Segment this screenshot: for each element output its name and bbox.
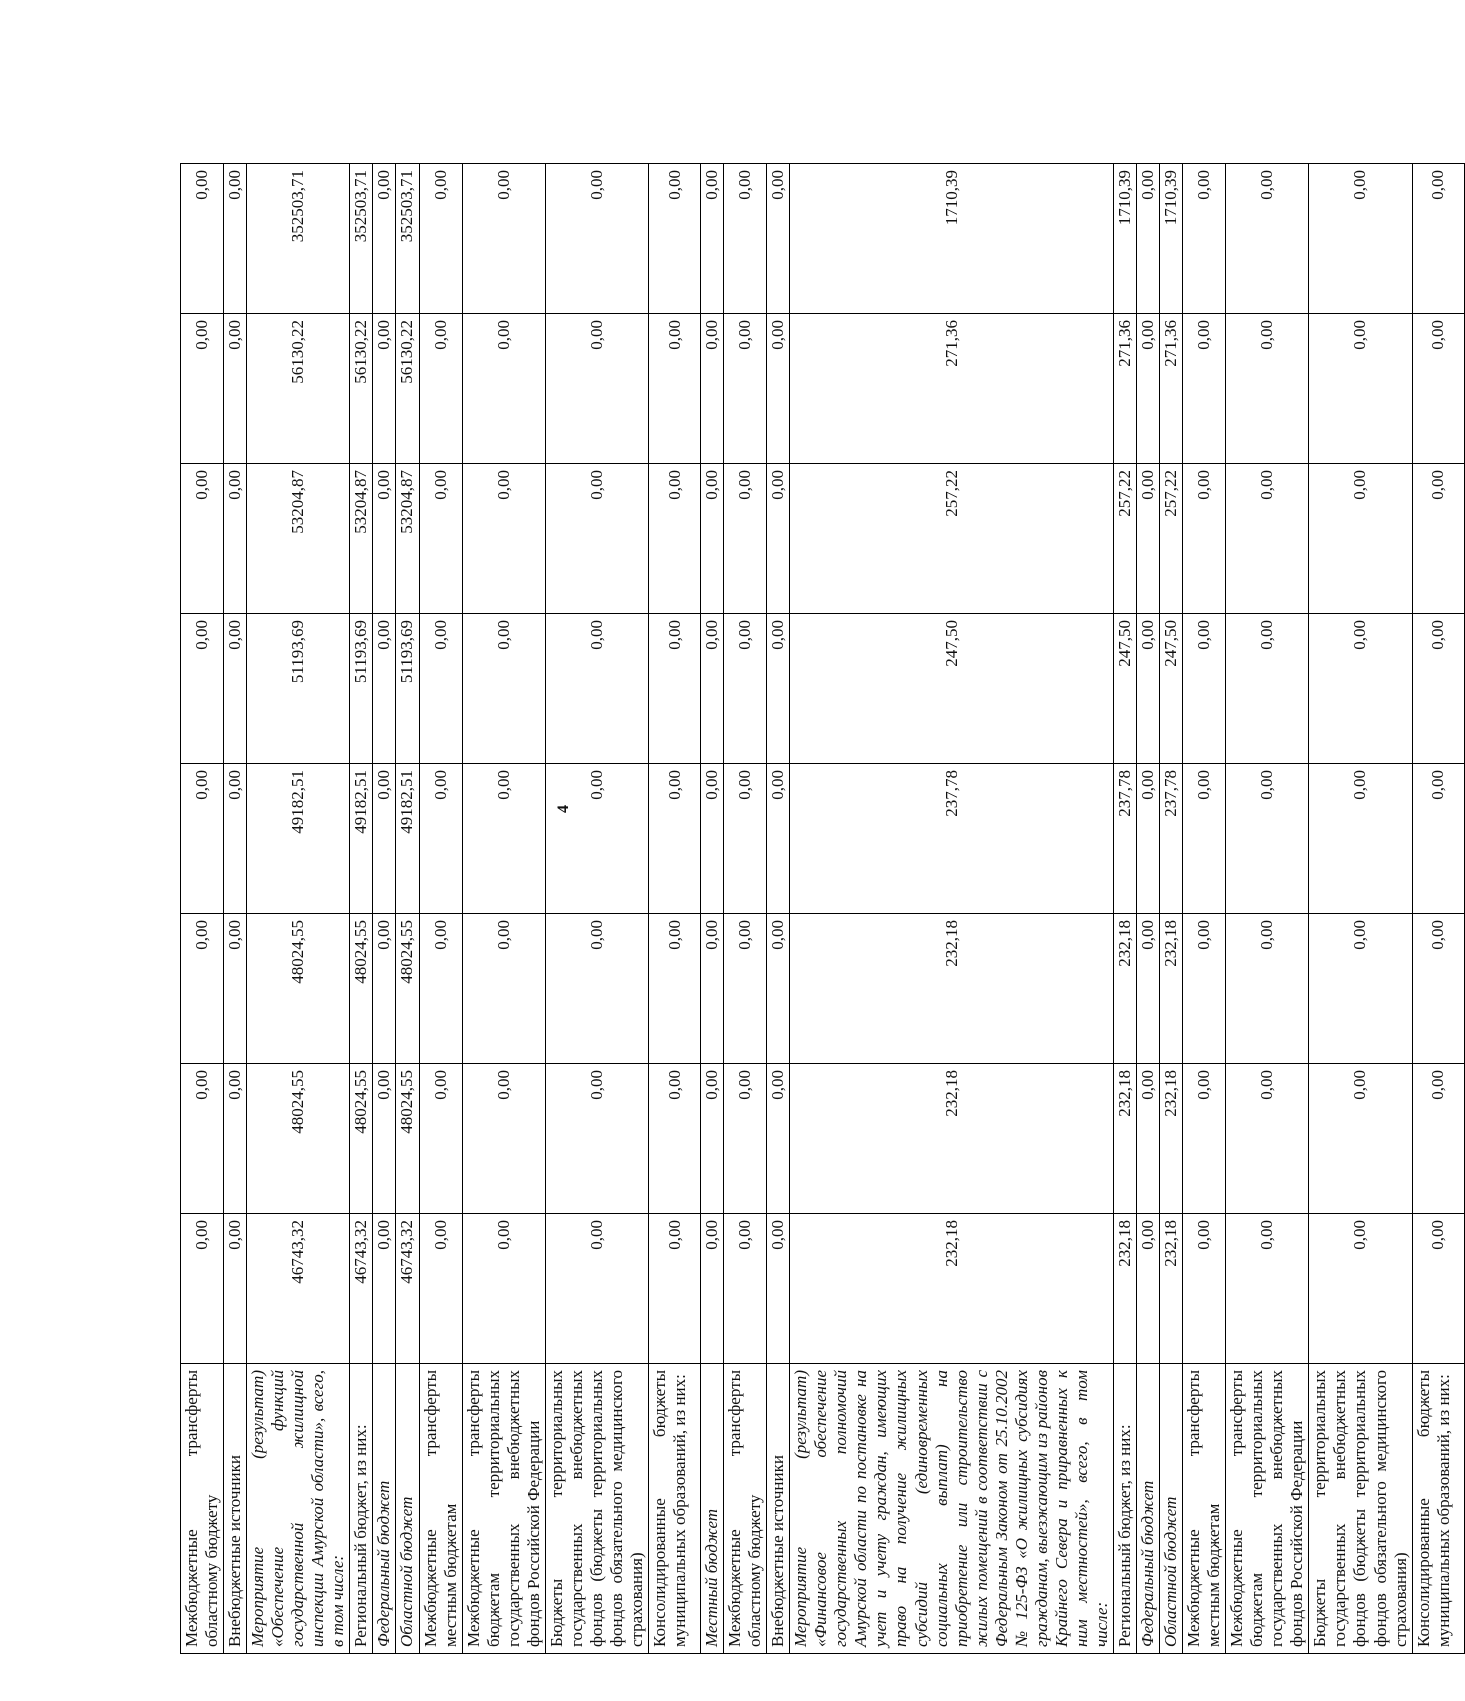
value-cell: 0,00 xyxy=(1183,1064,1226,1214)
value-cell: 0,00 xyxy=(224,614,247,764)
value-cell: 56130,22 xyxy=(350,314,373,464)
value-cell: 0,00 xyxy=(545,464,648,614)
value-cell: 0,00 xyxy=(373,164,396,314)
row-label: Федеральный бюджет xyxy=(373,1364,396,1654)
value-cell: 0,00 xyxy=(701,1214,724,1364)
value-cell: 0,00 xyxy=(181,1064,224,1214)
value-cell: 0,00 xyxy=(724,764,767,914)
table-row xyxy=(724,164,767,1654)
value-cell: 0,00 xyxy=(767,164,790,314)
row-label: Консолидированные бюджеты муниципальных образований, из них: xyxy=(1412,1364,1464,1654)
value-cell: 0,00 xyxy=(767,464,790,614)
value-cell: 0,00 xyxy=(181,764,224,914)
row-label: Региональный бюджет, из них: xyxy=(350,1364,373,1654)
table-row xyxy=(247,164,350,1654)
table-row xyxy=(1183,164,1226,1654)
value-cell: 0,00 xyxy=(1226,914,1309,1064)
value-cell: 0,00 xyxy=(767,614,790,764)
value-cell: 0,00 xyxy=(419,764,462,914)
value-cell: 48024,55 xyxy=(247,914,350,1064)
value-cell: 0,00 xyxy=(419,614,462,764)
value-cell: 0,00 xyxy=(724,314,767,464)
value-cell: 0,00 xyxy=(373,314,396,464)
value-cell: 0,00 xyxy=(181,914,224,1064)
table-row xyxy=(1226,164,1309,1654)
value-cell: 0,00 xyxy=(649,764,701,914)
value-cell: 48024,55 xyxy=(396,914,419,1064)
value-cell: 352503,71 xyxy=(396,164,419,314)
value-cell: 0,00 xyxy=(724,464,767,614)
value-cell: 0,00 xyxy=(419,914,462,1064)
value-cell: 0,00 xyxy=(419,1214,462,1364)
value-cell: 0,00 xyxy=(1412,914,1464,1064)
value-cell: 0,00 xyxy=(1226,764,1309,914)
value-cell: 0,00 xyxy=(373,464,396,614)
value-cell: 0,00 xyxy=(649,1214,701,1364)
value-cell: 0,00 xyxy=(1309,614,1412,764)
value-cell: 247,50 xyxy=(1113,614,1136,764)
row-label: Межбюджетные трансферты областному бюджету xyxy=(181,1364,224,1654)
value-cell: 271,36 xyxy=(790,314,1114,464)
value-cell: 0,00 xyxy=(462,614,545,764)
value-cell: 0,00 xyxy=(224,914,247,1064)
value-cell: 0,00 xyxy=(1412,1064,1464,1214)
value-cell: 0,00 xyxy=(224,164,247,314)
value-cell: 0,00 xyxy=(545,614,648,764)
value-cell: 0,00 xyxy=(462,764,545,914)
table-row xyxy=(767,164,790,1654)
table-row xyxy=(1309,164,1412,1654)
value-cell: 271,36 xyxy=(1160,314,1183,464)
value-cell: 0,00 xyxy=(462,314,545,464)
value-cell: 0,00 xyxy=(419,164,462,314)
row-label: Внебюджетные источники xyxy=(224,1364,247,1654)
table-row xyxy=(1412,164,1464,1654)
value-cell: 0,00 xyxy=(1183,614,1226,764)
value-cell: 0,00 xyxy=(1412,164,1464,314)
table-row xyxy=(1137,164,1160,1654)
value-cell: 0,00 xyxy=(701,164,724,314)
row-label: Межбюджетные трансферты бюджетам территориальных государственных внебюджетных фондов Российской Федерации xyxy=(462,1364,545,1654)
value-cell: 0,00 xyxy=(1226,614,1309,764)
value-cell: 56130,22 xyxy=(396,314,419,464)
value-cell: 0,00 xyxy=(649,164,701,314)
value-cell: 0,00 xyxy=(1183,764,1226,914)
value-cell: 0,00 xyxy=(724,1214,767,1364)
value-cell: 48024,55 xyxy=(350,1064,373,1214)
value-cell: 0,00 xyxy=(181,464,224,614)
value-cell: 0,00 xyxy=(1137,314,1160,464)
value-cell: 0,00 xyxy=(1309,764,1412,914)
value-cell: 0,00 xyxy=(1226,164,1309,314)
value-cell: 0,00 xyxy=(1226,314,1309,464)
value-cell: 46743,32 xyxy=(396,1214,419,1364)
value-cell: 0,00 xyxy=(462,164,545,314)
value-cell: 0,00 xyxy=(224,1064,247,1214)
value-cell: 0,00 xyxy=(701,764,724,914)
value-cell: 352503,71 xyxy=(247,164,350,314)
value-cell: 1710,39 xyxy=(790,164,1114,314)
value-cell: 0,00 xyxy=(419,1064,462,1214)
value-cell: 0,00 xyxy=(224,464,247,614)
value-cell: 0,00 xyxy=(724,914,767,1064)
value-cell: 0,00 xyxy=(1137,764,1160,914)
row-label: Межбюджетные трансферты областному бюджету xyxy=(724,1364,767,1654)
table-row xyxy=(462,164,545,1654)
value-cell: 271,36 xyxy=(1113,314,1136,464)
table-row xyxy=(545,164,648,1654)
row-label: Областной бюджет xyxy=(396,1364,419,1654)
value-cell: 49182,51 xyxy=(350,764,373,914)
value-cell: 0,00 xyxy=(724,1064,767,1214)
value-cell: 0,00 xyxy=(1183,164,1226,314)
row-label: Мероприятие (результат) «Обеспечение функций государственной жилищной инспекции Амурской области», всего, в том числе: xyxy=(247,1364,350,1654)
value-cell: 0,00 xyxy=(1226,464,1309,614)
value-cell: 0,00 xyxy=(1183,464,1226,614)
value-cell: 1710,39 xyxy=(1113,164,1136,314)
table-row xyxy=(396,164,419,1654)
value-cell: 0,00 xyxy=(1137,914,1160,1064)
value-cell: 0,00 xyxy=(224,314,247,464)
value-cell: 0,00 xyxy=(701,914,724,1064)
row-label: Бюджеты территориальных государственных внебюджетных фондов (бюджеты территориальных фондов обязательного медицинского страхования) xyxy=(545,1364,648,1654)
value-cell: 0,00 xyxy=(1412,314,1464,464)
budget-table-rotated xyxy=(180,164,1453,1654)
budget-table xyxy=(180,163,1465,1654)
value-cell: 0,00 xyxy=(1226,1214,1309,1364)
value-cell: 0,00 xyxy=(1137,614,1160,764)
value-cell: 0,00 xyxy=(224,764,247,914)
value-cell: 237,78 xyxy=(790,764,1114,914)
value-cell: 232,18 xyxy=(790,1064,1114,1214)
value-cell: 0,00 xyxy=(1309,1214,1412,1364)
value-cell: 0,00 xyxy=(767,314,790,464)
value-cell: 0,00 xyxy=(373,914,396,1064)
value-cell: 232,18 xyxy=(1160,914,1183,1064)
value-cell: 0,00 xyxy=(649,464,701,614)
value-cell: 0,00 xyxy=(373,1214,396,1364)
table-row xyxy=(790,164,1114,1654)
row-label: Областной бюджет xyxy=(1160,1364,1183,1654)
value-cell: 232,18 xyxy=(1113,914,1136,1064)
value-cell: 0,00 xyxy=(545,1064,648,1214)
value-cell: 0,00 xyxy=(462,464,545,614)
value-cell: 237,78 xyxy=(1113,764,1136,914)
row-label: Межбюджетные трансферты бюджетам территориальных государственных внебюджетных фондов Российской Федерации xyxy=(1226,1364,1309,1654)
row-label: Бюджеты территориальных государственных внебюджетных фондов (бюджеты территориальных фондов обязательного медицинского страхования) xyxy=(1309,1364,1412,1654)
value-cell: 0,00 xyxy=(701,614,724,764)
value-cell: 0,00 xyxy=(1137,1064,1160,1214)
value-cell: 48024,55 xyxy=(350,914,373,1064)
value-cell: 0,00 xyxy=(1309,1064,1412,1214)
row-label: Мероприятие (результат) «Финансовое обеспечение государственных полномочий Амурской области по постановке на учет и учету граждан, имеющих право на получение жилищных субсидий (единовременных социальных выплат) на приобретение или строительство жилых помещений в соответствии с Федеральным Законом от 25.10.2002 № 125-ФЗ «О жилищных субсидиях гражданам, выезжающим из районов Крайнего Севера и приравненных к ним местностей», всего, в том числе: xyxy=(790,1364,1114,1654)
row-label: Федеральный бюджет xyxy=(1137,1364,1160,1654)
value-cell: 0,00 xyxy=(373,764,396,914)
value-cell: 56130,22 xyxy=(247,314,350,464)
value-cell: 0,00 xyxy=(1226,1064,1309,1214)
value-cell: 0,00 xyxy=(1309,314,1412,464)
value-cell: 0,00 xyxy=(649,914,701,1064)
value-cell: 46743,32 xyxy=(350,1214,373,1364)
value-cell: 237,78 xyxy=(1160,764,1183,914)
value-cell: 0,00 xyxy=(419,464,462,614)
value-cell: 232,18 xyxy=(1113,1214,1136,1364)
value-cell: 0,00 xyxy=(545,914,648,1064)
value-cell: 0,00 xyxy=(545,164,648,314)
value-cell: 0,00 xyxy=(649,614,701,764)
value-cell: 232,18 xyxy=(790,1214,1114,1364)
value-cell: 49182,51 xyxy=(247,764,350,914)
value-cell: 0,00 xyxy=(1137,464,1160,614)
value-cell: 51193,69 xyxy=(350,614,373,764)
value-cell: 0,00 xyxy=(1412,764,1464,914)
value-cell: 0,00 xyxy=(724,614,767,764)
value-cell: 0,00 xyxy=(181,164,224,314)
table-row xyxy=(1160,164,1183,1654)
value-cell: 0,00 xyxy=(701,1064,724,1214)
value-cell: 0,00 xyxy=(1137,1214,1160,1364)
value-cell: 0,00 xyxy=(545,764,648,914)
value-cell: 0,00 xyxy=(767,1214,790,1364)
table-row xyxy=(224,164,247,1654)
value-cell: 232,18 xyxy=(790,914,1114,1064)
value-cell: 0,00 xyxy=(462,914,545,1064)
table-row xyxy=(181,164,224,1654)
value-cell: 0,00 xyxy=(649,1064,701,1214)
table-row xyxy=(350,164,373,1654)
value-cell: 247,50 xyxy=(1160,614,1183,764)
value-cell: 0,00 xyxy=(373,1064,396,1214)
value-cell: 0,00 xyxy=(181,314,224,464)
page-number: 4 xyxy=(555,805,572,813)
table-row xyxy=(1113,164,1136,1654)
value-cell: 53204,87 xyxy=(247,464,350,614)
value-cell: 0,00 xyxy=(649,314,701,464)
value-cell: 0,00 xyxy=(1183,1214,1226,1364)
table-row xyxy=(419,164,462,1654)
value-cell: 232,18 xyxy=(1160,1064,1183,1214)
value-cell: 1710,39 xyxy=(1160,164,1183,314)
value-cell: 0,00 xyxy=(1183,314,1226,464)
value-cell: 0,00 xyxy=(1309,164,1412,314)
row-label: Межбюджетные трансферты местным бюджетам xyxy=(419,1364,462,1654)
value-cell: 0,00 xyxy=(1412,1214,1464,1364)
value-cell: 0,00 xyxy=(545,1214,648,1364)
value-cell: 48024,55 xyxy=(396,1064,419,1214)
value-cell: 257,22 xyxy=(790,464,1114,614)
value-cell: 0,00 xyxy=(224,1214,247,1364)
value-cell: 51193,69 xyxy=(396,614,419,764)
row-label: Межбюджетные трансферты местным бюджетам xyxy=(1183,1364,1226,1654)
value-cell: 53204,87 xyxy=(396,464,419,614)
value-cell: 48024,55 xyxy=(247,1064,350,1214)
value-cell: 0,00 xyxy=(181,614,224,764)
value-cell: 49182,51 xyxy=(396,764,419,914)
value-cell: 0,00 xyxy=(1412,614,1464,764)
value-cell: 0,00 xyxy=(1183,914,1226,1064)
value-cell: 46743,32 xyxy=(247,1214,350,1364)
value-cell: 0,00 xyxy=(1137,164,1160,314)
table-row xyxy=(701,164,724,1654)
value-cell: 0,00 xyxy=(181,1214,224,1364)
value-cell: 0,00 xyxy=(724,164,767,314)
row-label: Региональный бюджет, из них: xyxy=(1113,1364,1136,1654)
value-cell: 0,00 xyxy=(701,464,724,614)
value-cell: 257,22 xyxy=(1113,464,1136,614)
value-cell: 51193,69 xyxy=(247,614,350,764)
value-cell: 247,50 xyxy=(790,614,1114,764)
value-cell: 0,00 xyxy=(462,1214,545,1364)
table-row xyxy=(649,164,701,1654)
value-cell: 0,00 xyxy=(701,314,724,464)
value-cell: 257,22 xyxy=(1160,464,1183,614)
value-cell: 0,00 xyxy=(1309,464,1412,614)
row-label: Внебюджетные источники xyxy=(767,1364,790,1654)
table-row xyxy=(373,164,396,1654)
value-cell: 0,00 xyxy=(767,1064,790,1214)
value-cell: 0,00 xyxy=(419,314,462,464)
value-cell: 0,00 xyxy=(545,314,648,464)
value-cell: 0,00 xyxy=(767,764,790,914)
value-cell: 0,00 xyxy=(1412,464,1464,614)
row-label: Консолидированные бюджеты муниципальных образований, из них: xyxy=(649,1364,701,1654)
value-cell: 53204,87 xyxy=(350,464,373,614)
row-label: Местный бюджет xyxy=(701,1364,724,1654)
value-cell: 0,00 xyxy=(462,1064,545,1214)
value-cell: 0,00 xyxy=(373,614,396,764)
value-cell: 0,00 xyxy=(1309,914,1412,1064)
value-cell: 232,18 xyxy=(1113,1064,1136,1214)
value-cell: 352503,71 xyxy=(350,164,373,314)
value-cell: 232,18 xyxy=(1160,1214,1183,1364)
value-cell: 0,00 xyxy=(767,914,790,1064)
